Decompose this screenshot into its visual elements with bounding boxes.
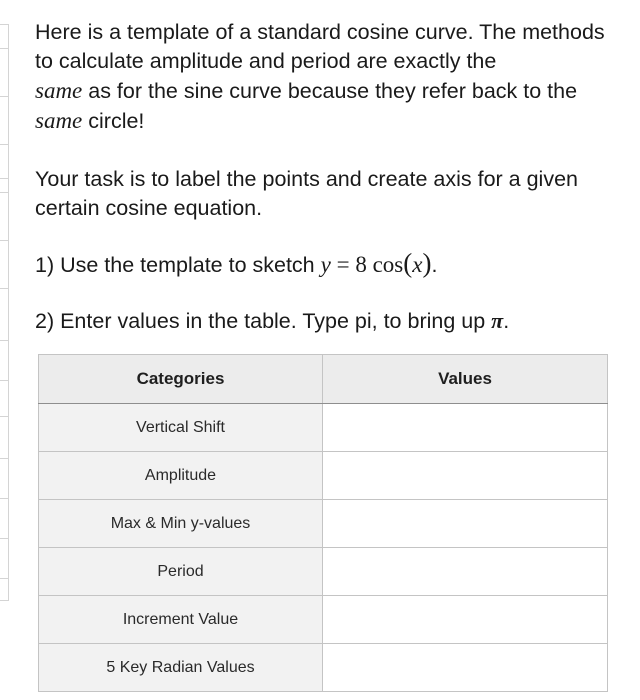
task-paragraph: Your task is to label the points and create axis for a given certain cosine equation. <box>35 167 579 220</box>
instructions <box>35 18 615 336</box>
equation-argument: x <box>412 252 423 277</box>
header-values: Values <box>323 355 608 404</box>
table-row <box>39 596 608 644</box>
equation-open-paren: ( <box>403 248 413 278</box>
emphasis-same-1: same <box>35 78 83 103</box>
intro-text-3: circle! <box>82 109 145 133</box>
category-cell: Increment Value <box>39 596 323 644</box>
equation-function: cos <box>372 252 404 277</box>
category-cell: Amplitude <box>39 452 323 500</box>
value-input-cell[interactable] <box>323 404 608 452</box>
value-input-cell[interactable] <box>323 596 608 644</box>
intro-text-2: as for the sine curve because they refer back to the <box>82 79 578 103</box>
equation-coefficient: 8 <box>355 252 367 277</box>
table-row <box>39 548 608 596</box>
equation-close-paren: ) <box>422 248 432 278</box>
category-cell: 5 Key Radian Values <box>39 644 323 692</box>
intro-text: Here is a template of a standard cosine curve. The methods to calculate amplitude and period are exactly the <box>35 20 605 73</box>
table-row <box>39 452 608 500</box>
step-2-text: 2) Enter values in the table. Type pi, to bring up <box>35 309 492 333</box>
pi-symbol: π <box>491 308 504 333</box>
table-row <box>39 404 608 452</box>
table-row <box>39 644 608 692</box>
value-input-cell[interactable] <box>323 644 608 692</box>
step-2 <box>35 306 615 336</box>
value-input-cell[interactable] <box>323 548 608 596</box>
step-2-period: . <box>503 309 510 333</box>
step-1-period: . <box>431 253 438 277</box>
category-cell: Vertical Shift <box>39 404 323 452</box>
category-cell: Period <box>39 548 323 596</box>
value-input-cell[interactable] <box>323 452 608 500</box>
table-header-row <box>39 355 608 404</box>
adjacent-table-edge <box>0 0 10 700</box>
equation-equals: = <box>330 252 356 277</box>
equation-lhs: y <box>320 252 331 277</box>
equation <box>320 248 432 278</box>
header-categories: Categories <box>39 355 323 404</box>
emphasis-same-2: same <box>35 108 83 133</box>
intro-paragraph <box>35 18 615 136</box>
step-1-text: 1) Use the template to sketch <box>35 253 321 277</box>
step-1 <box>35 249 615 280</box>
table-row <box>39 500 608 548</box>
value-input-cell[interactable] <box>323 500 608 548</box>
category-cell: Max & Min y-values <box>39 500 323 548</box>
values-table <box>38 354 607 692</box>
